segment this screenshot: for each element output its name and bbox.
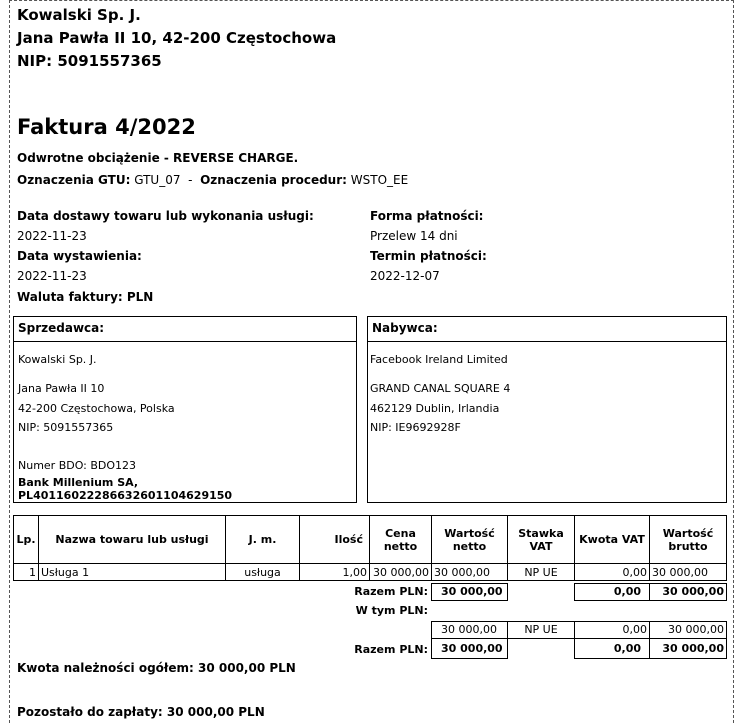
currency: Waluta faktury: PLN [17, 290, 154, 304]
invoice-title: Faktura 4/2022 [17, 115, 196, 139]
buyer-box [367, 316, 727, 503]
table-row [14, 564, 727, 581]
issue-date-label: Data wystawienia: [17, 249, 142, 263]
seller-bank: Bank Millenium SA, [18, 476, 139, 489]
buyer-nip: NIP: IE9692928F [370, 421, 461, 434]
seller-name: Kowalski Sp. J. [18, 353, 97, 366]
razem-net: 30 000,00 [431, 583, 508, 601]
razem2-gross: 30 000,00 [649, 638, 727, 659]
row-rate: NP UE [508, 564, 575, 581]
header-address: Jana Pawła II 10, 42-200 Częstochowa [17, 29, 337, 47]
col-gross: Wartość brutto [650, 516, 727, 564]
seller-heading: Sprzedawca: [14, 317, 356, 342]
col-lp: Lp. [14, 516, 39, 564]
col-price: Cena netto [370, 516, 432, 564]
row-vat: 0,00 [575, 564, 650, 581]
amount-due: Kwota należności ogółem: 30 000,00 PLN [17, 661, 296, 675]
seller-bdo: Numer BDO: BDO123 [18, 459, 137, 472]
seller-nip: NIP: 5091557365 [18, 421, 114, 434]
header-nip: NIP: 5091557365 [17, 52, 162, 70]
row-unit: usługa [226, 564, 300, 581]
col-rate: Stawka VAT [508, 516, 575, 564]
row-lp: 1 [14, 564, 39, 581]
payment-due-label: Termin płatności: [370, 249, 487, 263]
col-net: Wartość netto [432, 516, 508, 564]
row-qty: 1,00 [300, 564, 370, 581]
razem-gross: 30 000,00 [649, 583, 727, 601]
buyer-heading: Nabywca: [368, 317, 726, 342]
seller-city: 42-200 Częstochowa, Polska [18, 402, 175, 415]
row-net: 30 000,00 [432, 564, 508, 581]
row-gross: 30 000,00 [650, 564, 727, 581]
buyer-street: GRAND CANAL SQUARE 4 [370, 382, 511, 395]
reverse-charge-note: Odwrotne obciążenie - REVERSE CHARGE. [17, 151, 299, 165]
table-header-row [14, 516, 727, 564]
row-name: Usługa 1 [39, 564, 226, 581]
razem-label: Razem PLN: [354, 585, 428, 598]
wtym-label: W tym PLN: [355, 604, 428, 617]
col-qty: Ilość [300, 516, 370, 564]
seller-account: PL40116022286632601104629150 [18, 489, 233, 502]
delivery-date: 2022-11-23 [17, 229, 87, 243]
header-company: Kowalski Sp. J. [17, 6, 141, 24]
wtym-vat: 0,00 [574, 621, 650, 639]
buyer-city: 462129 Dublin, Irlandia [370, 402, 500, 415]
delivery-date-label: Data dostawy towaru lub wykonania usługi: [17, 209, 314, 223]
payment-form-label: Forma płatności: [370, 209, 484, 223]
payment-form: Przelew 14 dni [370, 229, 458, 243]
wtym-net: 30 000,00 [431, 621, 508, 639]
payment-due: 2022-12-07 [370, 269, 440, 283]
wtym-rate: NP UE [507, 621, 575, 639]
col-vat: Kwota VAT [575, 516, 650, 564]
wtym-gross: 30 000,00 [649, 621, 727, 639]
seller-street: Jana Pawła II 10 [18, 382, 105, 395]
razem2-vat: 0,00 [574, 638, 650, 659]
row-price: 30 000,00 [370, 564, 432, 581]
razem2-net: 30 000,00 [431, 638, 508, 659]
seller-box [13, 316, 357, 503]
razem2-label: Razem PLN: [354, 643, 428, 656]
razem-vat: 0,00 [574, 583, 650, 601]
issue-date: 2022-11-23 [17, 269, 87, 283]
col-unit: J. m. [226, 516, 300, 564]
items-table [13, 515, 727, 581]
remaining-to-pay: Pozostało do zapłaty: 30 000,00 PLN [17, 705, 265, 719]
col-name: Nazwa towaru lub usługi [39, 516, 226, 564]
buyer-name: Facebook Ireland Limited [370, 353, 508, 366]
gtu-line: Oznaczenia GTU: GTU_07 - Oznaczenia procedur: WSTO_EE [17, 173, 409, 187]
